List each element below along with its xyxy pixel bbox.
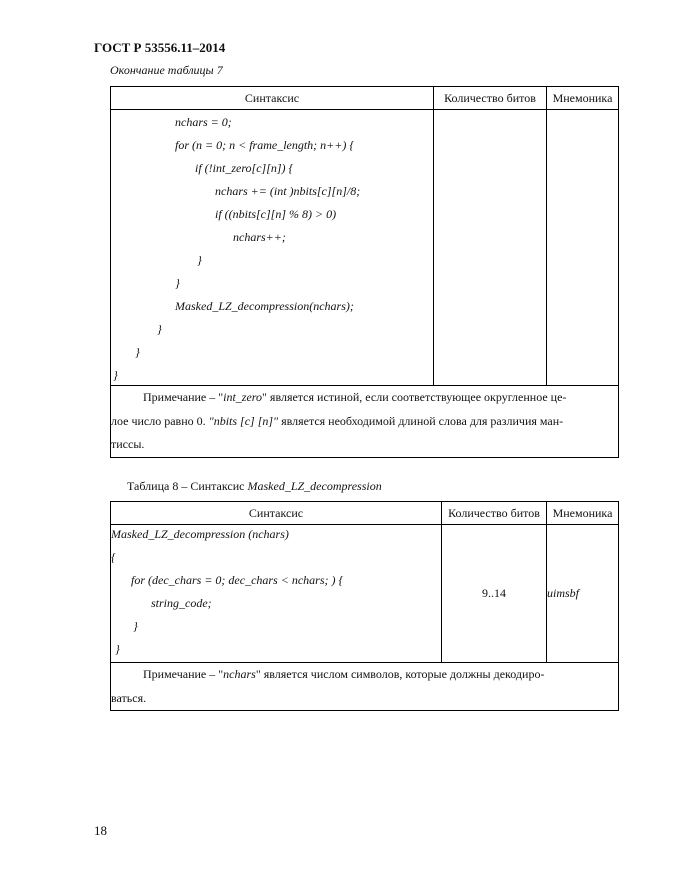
syntax-cell: [111, 525, 442, 663]
col-header-mnemonic: Мнемоника: [547, 502, 619, 525]
syntax-cell: [111, 110, 434, 386]
table-8-caption: Таблица 8 – Синтаксис Masked_LZ_decompression: [127, 479, 382, 493]
code-line: Masked_LZ_decompression(nchars);: [175, 299, 354, 313]
note-line: лое число равно 0. "nbits [c] [n]" является необходимой длиной слова для различия ман-: [111, 413, 564, 428]
table-7: [110, 86, 619, 458]
code-line: if ((nbits[c][n] % 8) > 0): [215, 207, 337, 221]
code-line: nchars++;: [233, 230, 286, 244]
bits-cell: [434, 110, 547, 386]
col-header-syntax: Синтаксис: [111, 87, 434, 110]
table-note: [111, 386, 619, 458]
note-line: ваться.: [111, 690, 147, 705]
code-line: }: [115, 642, 120, 656]
document-header: ГОСТ Р 53556.11–2014: [94, 40, 226, 55]
code-line: for (n = 0; n < frame_length; n++) {: [175, 138, 355, 152]
table-continuation-label: Окончание таблицы 7: [110, 63, 223, 77]
mnemonic-cell: [547, 110, 619, 386]
note-line: Примечание – "nchars" является числом символов, которые должны декодиро-: [143, 667, 545, 681]
col-header-bits: Количество битов: [434, 87, 547, 110]
col-header-syntax: Синтаксис: [111, 502, 442, 525]
note-line: тиссы.: [111, 437, 145, 451]
code-line: }: [135, 345, 140, 359]
table-8: [110, 501, 619, 711]
code-line: }: [157, 322, 162, 336]
code-line: string_code;: [151, 596, 212, 610]
mnemonic-cell: uimsbf: [547, 525, 619, 663]
code-line: nchars = 0;: [175, 115, 232, 129]
col-header-bits: Количество битов: [442, 502, 547, 525]
code-line: {: [111, 550, 116, 564]
page-number: 18: [94, 823, 107, 838]
code-line: if (!int_zero[c][n]) {: [195, 161, 294, 175]
col-header-mnemonic: Мнемоника: [547, 87, 619, 110]
table-note: [111, 663, 619, 711]
bits-cell: 9..14: [442, 525, 547, 663]
code-line: }: [175, 276, 180, 290]
code-line: nchars += (int )nbits[c][n]/8;: [215, 184, 361, 198]
note-line: Примечание – "int_zero" является истиной, если соответствующее округленное це-: [143, 390, 567, 404]
code-line: }: [197, 253, 202, 267]
code-line: }: [133, 619, 138, 633]
code-line: }: [113, 368, 118, 382]
code-line: Masked_LZ_decompression (nchars): [111, 527, 289, 541]
code-line: for (dec_chars = 0; dec_chars < nchars; ) {: [131, 573, 344, 587]
